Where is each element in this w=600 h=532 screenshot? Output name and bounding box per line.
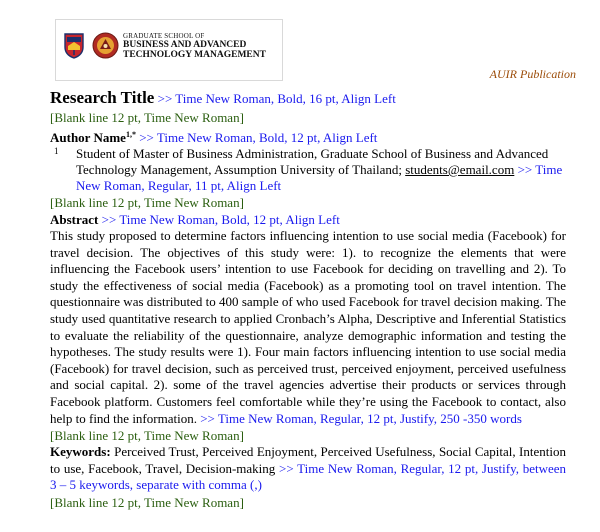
keywords-format-note: >> Time New Roman, Regular, 12 pt, Justify, between 3 – 5 keywords, separate with comma (,) bbox=[50, 460, 567, 493]
abstract-heading: Abstract bbox=[50, 212, 99, 227]
publication-label: AUIR Publication bbox=[489, 67, 576, 81]
abstract-text: This study proposed to determine factors influencing intention to use social media (Facebook) for travel decision. The objectives of this study were: 1). to recognize the elements that were influencing the Facebook users’ intention to use Facebook for deciding on travelling and 2). To study the effectiveness of social media (Facebook) as a promoting tool on travel intention. The questionnaire was distributed to 400 sample of who used Facebook for travel decision making. The study used quantitative research to applied Cronbach’s Alpha, Descriptive and Inferential Statistics to evaluate the reliability of the questionnaire, analyze demographic information and testing the hypotheses. The study results were 1). Four main factors influencing intention to use social media (Facebook) for travel decision, such as perceived trust, perceived enjoyment, perceived usefulness and social capital. 2). some of the travel agencies advertise their products or services through Facebook platform. Customers feel comfortable while they’re using the Facebook to contact, also help to find the information. bbox=[50, 228, 566, 426]
blank-line-note: [Blank line 12 pt, Time New Roman] bbox=[50, 494, 244, 510]
author-email-link[interactable]: students@email.com bbox=[405, 162, 515, 177]
blank-line-note: [Blank line 12 pt, Time New Roman] bbox=[50, 110, 244, 125]
school-name-line3: TECHNOLOGY MANAGEMENT bbox=[123, 50, 266, 60]
keywords-block bbox=[50, 444, 566, 494]
school-name-main bbox=[123, 40, 266, 60]
abstract-format-note: >> Time New Roman, Regular, 12 pt, Justify, 250 -350 words bbox=[200, 410, 522, 426]
affiliation-number: 1 bbox=[54, 146, 59, 156]
title-format-note: >> Time New Roman, Bold, 16 pt, Align Left bbox=[157, 91, 396, 106]
abstract-heading-note: >> Time New Roman, Bold, 12 pt, Align Left bbox=[101, 212, 340, 227]
blank-line-note: [Blank line 12 pt, Time New Roman] bbox=[50, 195, 244, 210]
blank-line-note: [Blank line 12 pt, Time New Roman] bbox=[50, 428, 244, 444]
university-shield-icon bbox=[64, 33, 84, 59]
research-title: Research Title bbox=[50, 88, 155, 107]
research-title-line bbox=[50, 88, 566, 109]
affiliation-text: Student of Master of Business Administration, Graduate School of Business and Advanced Technology Management, Assumption University of Thailand; bbox=[76, 146, 549, 177]
author-superscript: 1,* bbox=[125, 130, 136, 139]
author-name: Author Name bbox=[50, 130, 126, 145]
school-name-line2: BUSINESS AND ADVANCED bbox=[123, 40, 247, 50]
abstract-heading-line bbox=[50, 211, 566, 228]
abstract-body bbox=[50, 228, 566, 427]
author-format-note: >> Time New Roman, Bold, 12 pt, Align Left bbox=[139, 130, 378, 145]
author-line bbox=[50, 126, 566, 146]
document-body bbox=[50, 88, 566, 511]
school-name-line1: GRADUATE SCHOOL OF bbox=[123, 32, 205, 40]
school-seal-icon bbox=[92, 32, 119, 59]
affiliation-format-note: >> Time New Roman, Regular, 11 pt, Align Left bbox=[76, 162, 563, 193]
school-logo-banner bbox=[55, 19, 283, 81]
affiliation-block bbox=[50, 146, 566, 194]
keywords-text: Perceived Trust, Perceived Enjoyment, Perceived Usefulness, Social Capital, Intention to use, Facebook, Travel, Decision-making bbox=[50, 444, 566, 476]
keywords-label: Keywords: bbox=[50, 444, 111, 460]
